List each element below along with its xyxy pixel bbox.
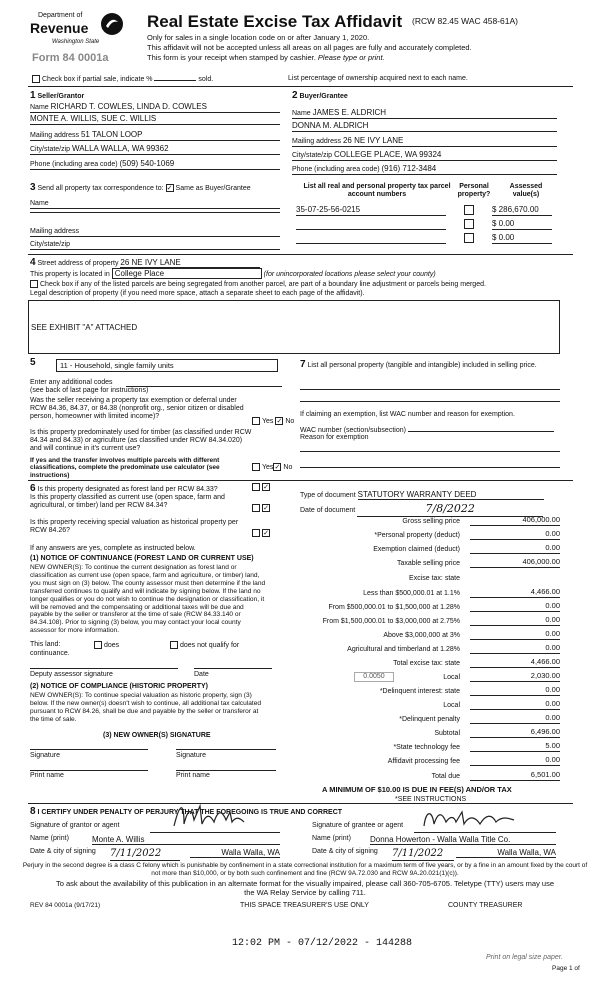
- tax-row: [300, 728, 562, 742]
- reason-label: Reason for exemption: [300, 434, 369, 441]
- tax-row: [300, 742, 562, 756]
- timber-yes-checkbox[interactable]: [252, 463, 260, 471]
- parcels-header-personal: Personal property?: [457, 183, 491, 199]
- correspondence-label: Send all property tax correspondence to:: [37, 185, 164, 192]
- historic-no-checkbox[interactable]: ✓: [263, 530, 269, 537]
- tax-row: [300, 544, 562, 558]
- tax-row: [300, 616, 562, 630]
- section-3-number: 3: [30, 182, 36, 193]
- grantor-city[interactable]: Walla Walla, WA: [190, 848, 280, 858]
- correspondence-section: [30, 182, 285, 252]
- current-use-question: Is this property classified as current use (open space, farm and agricultural, or timber) land per RCW 84.34?: [30, 494, 225, 510]
- tax-value[interactable]: 0.00: [470, 714, 560, 724]
- tax-value[interactable]: 0.00: [470, 686, 560, 696]
- buyer-city[interactable]: COLLEGE PLACE, WA 99324: [334, 150, 442, 159]
- segregation-label: Check box if any of the listed parcels are being segregated from another parcel, are part of a boundary line adjustment or parcels being merged.: [40, 280, 486, 288]
- parcel-number[interactable]: 35-07-25-56-0215: [296, 205, 446, 216]
- exemption-question: Was the seller receiving a property tax exemption or deferral under RCW 84.36, 84.37, or 84.38 (nonprofit org., senior citizen or disabled person, homeowner with limited income)?: [30, 397, 244, 421]
- seller-mail-label: Mailing address: [30, 132, 80, 139]
- buyer-heading: Buyer/Grantee: [299, 93, 348, 100]
- print-name-label: Print name: [30, 772, 64, 779]
- partial-sale-label: Check box if partial sale, indicate %: [42, 75, 153, 83]
- timber-note: If yes and the transfer involves multiple parcels with different classifications, complete the predominate use calculator (see instructions): [30, 457, 220, 479]
- forest-yes-checkbox[interactable]: [252, 483, 260, 491]
- tax-row: [300, 771, 562, 785]
- revision-label: REV 84 0001a (9/17/21): [30, 902, 101, 909]
- doc-date-label: Date of document: [300, 507, 356, 515]
- seller-name-label: Name: [30, 104, 49, 111]
- tax-label: Exemption claimed (deduct): [373, 546, 460, 553]
- notice-compliance-title: (2) NOTICE OF COMPLIANCE (HISTORIC PROPERTY): [30, 683, 208, 690]
- tax-label: Taxable selling price: [396, 560, 460, 567]
- same-as-buyer-checkbox[interactable]: ✓: [166, 185, 173, 193]
- parcel-row: [296, 233, 564, 245]
- logo-dept-main: Revenue: [30, 20, 89, 36]
- buyer-section: [292, 90, 562, 176]
- tax-label: Above $3,000,000 at 3%: [383, 632, 460, 639]
- tax-label: *Delinquent interest: state: [379, 688, 460, 695]
- buyer-name-label: Name: [292, 110, 311, 117]
- continuance-label: continuance.: [30, 650, 70, 657]
- revenue-logo: [30, 12, 130, 50]
- grantor-date[interactable]: 7/11/2022: [110, 848, 180, 861]
- tax-label: Subtotal: [434, 730, 460, 737]
- tax-value[interactable]: 6,496.00: [470, 728, 560, 738]
- corr-name-label: Name: [30, 200, 49, 207]
- certify-text: I CERTIFY UNDER PENALTY OF PERJURY THAT THE FOREGOING IS TRUE AND CORRECT: [37, 809, 343, 816]
- tax-label: Gross selling price: [402, 518, 460, 525]
- tax-row: [300, 714, 562, 728]
- tax-label: From $500,000.01 to $1,500,000 at 1.28%: [328, 604, 460, 611]
- tax-value[interactable]: 6,501.00: [470, 771, 560, 781]
- perjury-notice: Perjury in the second degree is a class C felony which is punishable by confinement in a state correctional institution for a maximum term of five years, or by a fine in an amount fixed by the court of not more than $10,000, or by both such confinement and fine (RCW 9A.72.030 and RCW 9A.20.021(1)(c)).: [22, 862, 588, 877]
- tax-label: Affidavit processing fee: [387, 758, 460, 765]
- tax-value[interactable]: 0.00: [470, 544, 560, 554]
- grantee-city[interactable]: Walla Walla, WA: [456, 848, 556, 858]
- forest-question: Is this property designated as forest land per RCW 84.33?: [37, 486, 218, 493]
- street-section: [30, 257, 570, 357]
- tax-row: [300, 644, 562, 658]
- legal-desc-label: Legal description of property (if you need more space, attach a separate sheet to each page of the affidavit).: [30, 290, 365, 297]
- receipt-stamp: 12:02 PM - 07/12/2022 - 144288: [232, 938, 413, 949]
- parcel-number[interactable]: [296, 219, 446, 230]
- tax-row: [300, 658, 562, 672]
- wac-field[interactable]: [408, 424, 554, 432]
- tax-value[interactable]: 0.00: [470, 756, 560, 766]
- assessed-value[interactable]: $ 0.00: [492, 233, 552, 244]
- tax-row: [300, 672, 562, 686]
- county-treasurer-label: COUNTY TREASURER: [448, 902, 523, 909]
- buyer-name-1[interactable]: JAMES E. ALDRICH: [312, 108, 386, 117]
- does-not-qualify-checkbox[interactable]: [170, 641, 178, 649]
- yes-label: Yes: [262, 463, 274, 471]
- doc-type[interactable]: STATUTORY WARRANTY DEED: [358, 490, 544, 500]
- street-address[interactable]: 26 NE IVY LANE: [120, 258, 260, 268]
- historic-yes-checkbox[interactable]: [252, 529, 260, 537]
- personal-property-section: [300, 359, 562, 479]
- tax-value[interactable]: 5.00: [470, 742, 560, 752]
- notice-continuance-text: NEW OWNER(S): To continue the current designation as forest land or classification as current use (open space, farm and agriculture, or timber) land, you must sign on (3) below. The county assessor must then determine if the land transferred continues to qualify and will indicate by signing below. If the land no longer qualifies or you do not wish to continue the designation or classification, it will be removed and the compensating or additional taxes will be due and payable by the seller or transferor at the time of sale (RCW 84.33.140 or 84.34.108). Prior to signing (3) below, you may contact your local county assessor for more information.: [30, 564, 266, 635]
- buyer-city-label: City/state/zip: [292, 152, 333, 159]
- any-yes-note: If any answers are yes, complete as instructed below.: [30, 545, 196, 552]
- tax-label: Local: [443, 674, 460, 681]
- tax-row: [300, 588, 562, 602]
- legal-size-note: Print on legal size paper.: [486, 954, 563, 961]
- buyer-phone-label: Phone (including area code): [292, 166, 380, 173]
- parcel-number[interactable]: [296, 233, 446, 244]
- grantor-signature-mark: [170, 800, 260, 830]
- section-8-number: 8: [30, 806, 36, 817]
- seller-section: [30, 90, 285, 176]
- grantor-name-label: Name (print): [30, 835, 69, 842]
- alternate-format-notice: To ask about the availability of this publication in an alternate format for the visually impaired, please call 360-705-6705. Teletype (TTY) users may use the WA Relay Service by calling 711.: [55, 879, 555, 897]
- tax-label: Total excise tax: state: [393, 660, 460, 667]
- forest-no-checkbox[interactable]: ✓: [263, 484, 269, 491]
- tax-value[interactable]: 4,466.00: [470, 588, 560, 598]
- grantee-name[interactable]: Donna Howerton - Walla Walla Title Co.: [370, 835, 556, 845]
- signature-label: Signature: [30, 752, 60, 759]
- doc-type-label: Type of document: [300, 492, 356, 499]
- current-use-no-checkbox[interactable]: ✓: [263, 505, 269, 512]
- section-7-number: 7: [300, 359, 306, 370]
- section-2-number: 2: [292, 90, 298, 101]
- tax-label: *Delinquent penalty: [399, 716, 460, 723]
- personal-property-checkbox[interactable]: [464, 205, 474, 215]
- notice-compliance-text: NEW OWNER(S): To continue special valuation as historic property, sign (3) below. If the new owner(s) doesn't wish to continue, all additional tax calculated pursuant to RCW 84.26, shall be due and payable by the seller or transferor at the time of sale.: [30, 692, 262, 723]
- personal-property-checkbox[interactable]: [464, 219, 474, 229]
- seller-heading: Seller/Grantor: [37, 93, 85, 100]
- buyer-phone[interactable]: (916) 712-3484: [381, 164, 437, 173]
- grantee-date[interactable]: 7/11/2022: [392, 848, 454, 861]
- tax-label: *State technology fee: [393, 744, 460, 751]
- same-as-buyer-label: Same as Buyer/Grantee: [175, 185, 251, 192]
- tax-row: [300, 573, 562, 587]
- does-qualify-checkbox[interactable]: [94, 641, 102, 649]
- tax-row: [300, 630, 562, 644]
- location-label: This property is located in: [30, 271, 110, 278]
- exemption-yes-checkbox[interactable]: [252, 417, 260, 425]
- timber-no-checkbox[interactable]: ✓: [274, 464, 281, 471]
- local-rate: 0.0050: [354, 672, 394, 682]
- personal-property-label: List all personal property (tangible and intangible) included in selling price.: [307, 362, 537, 369]
- land-use-select[interactable]: 11 - Household, single family units: [56, 359, 278, 372]
- exemption-no-checkbox[interactable]: ✓: [276, 418, 283, 425]
- seller-mail[interactable]: 51 TALON LOOP: [80, 130, 143, 139]
- grantee-sig-label: Signature of grantee or agent: [312, 822, 404, 829]
- additional-codes-label: Enter any additional codes: [30, 379, 113, 386]
- ownership-note: List percentage of ownership acquired next to each name.: [288, 75, 468, 82]
- page-title: Real Estate Excise Tax Affidavit: [147, 12, 403, 31]
- header-print-note: Please type or print.: [317, 53, 385, 62]
- grantor-name[interactable]: Monte A. Willis: [92, 835, 280, 845]
- parcel-row: [296, 219, 564, 231]
- parcel-row: [296, 205, 564, 217]
- tax-label: Total due: [431, 773, 460, 780]
- section-6-number: 6: [30, 483, 36, 494]
- tax-row: [300, 756, 562, 770]
- see-instructions: *SEE INSTRUCTIONS: [395, 796, 467, 803]
- deputy-date-field[interactable]: [194, 668, 272, 669]
- new-owner-signature-title: (3) NEW OWNER(S) SIGNATURE: [103, 732, 211, 739]
- grantor-date-row: [30, 848, 300, 859]
- tax-value[interactable]: 406,000.00: [470, 516, 560, 526]
- grantee-date-row: [312, 848, 572, 859]
- header-line2: This affidavit will not be accepted unless all areas on all pages are fully and accurately completed.: [147, 43, 472, 52]
- yes-label: Yes: [262, 417, 274, 425]
- seller-city[interactable]: WALLA WALLA, WA 99362: [72, 144, 169, 153]
- grantee-name-row: [312, 835, 572, 843]
- tax-label: Excise tax: state: [409, 575, 460, 582]
- deputy-signature-field[interactable]: [30, 668, 178, 669]
- buyer-mail-label: Mailing address: [292, 138, 342, 145]
- corr-city-label: City/state/zip: [30, 241, 71, 248]
- tax-value[interactable]: 0.00: [470, 630, 560, 640]
- additional-codes-field[interactable]: [126, 379, 282, 387]
- tax-value[interactable]: 4,466.00: [470, 658, 560, 668]
- tax-row: [300, 530, 562, 544]
- legal-description: SEE EXHIBIT "A" ATTACHED: [31, 323, 138, 332]
- tax-label: From $1,500,000.01 to $3,000,000 at 2.75%: [322, 618, 460, 625]
- location-select[interactable]: College Place: [112, 268, 262, 279]
- buyer-name-2[interactable]: DONNA M. ALDRICH: [292, 121, 369, 130]
- tax-value[interactable]: 0.00: [470, 700, 560, 710]
- assessed-value[interactable]: $ 0.00: [492, 219, 552, 230]
- deputy-date-label: Date: [194, 671, 209, 678]
- tax-value[interactable]: 0.00: [470, 644, 560, 654]
- header-line1: Only for sales in a single location code on or after January 1, 2020.: [147, 33, 370, 42]
- location-note: (for unincorporated locations please select your county): [263, 271, 436, 278]
- notice-continuance-title: (1) NOTICE OF CONTINUANCE (FOREST LAND OR CURRENT USE): [30, 555, 254, 562]
- seller-city-label: City/state/zip: [30, 146, 71, 153]
- tax-row: [300, 602, 562, 616]
- partial-pct-field[interactable]: [154, 80, 196, 81]
- buyer-mail[interactable]: 26 NE IVY LANE: [342, 136, 404, 145]
- page-number: Page 1 of: [552, 965, 580, 972]
- grantor-date-label: Date & city of signing: [30, 848, 96, 855]
- forest-section: 6 Is this property designated as forest land per RCW 84.33? ✓ Is this property classified as current use (open space, farm and agricultural, or timber) land per RCW 84.34? ✓ Is this property receiving special valuation as historical property per RCW 84.26? ✓ If any answers are yes, complete as instructed below. (1) NOTICE OF CONTINUANCE (FOREST LAND OR CURRENT USE) NEW OWNER(S): To continue the current designation as forest land or classification as current use (open space, farm and agriculture, or timber) land, you must sign on (3) below. The county assessor must then determine if the land transferred continues to qualify and will indicate by signing below. If the land no longer qualifies or you do not wish to continue the designation or classification, it will be removed and the compensating or additional taxes will be due and payable by the seller or transferor at the time of sale (RCW 84.33.140 or 84.34.108). Prior to signing (3) below, you may contact your local county assessor for more information. This land: continuance. does does not qualify for Deputy assessor signature Date (2) NOTICE OF COMPLIANCE (HISTORIC PROPERTY) NEW OWNER(S): To continue special valuation as historic property, sign (3) below. If the new owner(s) doesn't wish to continue, all additional tax calculated pursuant to RCW 84.26, shall be due and payable by the seller or transferor at the time of sale. (3) NEW OWNER(S) SIGNATURE Signature Signature Print name Print name: [30, 483, 295, 783]
- owner-print-field-2[interactable]: [176, 770, 276, 771]
- no-label: No: [283, 463, 293, 471]
- owner-print-field-1[interactable]: [30, 770, 148, 771]
- tax-table: [300, 516, 562, 796]
- section-1-number: 1: [30, 90, 36, 101]
- seller-name-1[interactable]: RICHARD T. COWLES, LINDA D. COWLES: [50, 102, 207, 111]
- parcels-table: [296, 183, 566, 249]
- grantor-sig-label: Signature of grantor or agent: [30, 822, 120, 829]
- tax-value[interactable]: 0.00: [470, 602, 560, 612]
- street-label: Street address of property: [37, 260, 119, 267]
- this-land-label: This land:: [30, 641, 61, 648]
- assessed-value[interactable]: $ 286,670.00: [492, 205, 552, 216]
- logo-dept-sub: Washington State: [52, 39, 100, 45]
- seller-phone-label: Phone (including area code): [30, 161, 118, 168]
- tax-value[interactable]: 0.00: [470, 616, 560, 626]
- parcels-header-assessed: Assessed value(s): [509, 183, 543, 199]
- signature-label: Signature: [176, 752, 206, 759]
- header-line3: This form is your receipt when stamped by cashier.: [147, 53, 316, 62]
- logo-dept-top: Department of: [38, 12, 83, 19]
- land-use-section: [30, 357, 295, 479]
- tax-label: Agricultural and timberland at 1.28%: [347, 646, 460, 653]
- exemption-claim-label: If claiming an exemption, list WAC number and reason for exemption.: [300, 411, 515, 418]
- current-use-yes-checkbox[interactable]: [252, 504, 260, 512]
- tax-row: [300, 700, 562, 714]
- codes-instructions: (see back of last page for instructions): [30, 387, 149, 394]
- timber-question: Is this property predominately used for timber (as classified under RCW 84.34 and 84.33) or agriculture (as classified under RCW 84.34.020) and will continue in it's current use?: [30, 429, 252, 453]
- section-4-number: 4: [30, 257, 36, 268]
- wac-label: WAC number (section/subsection): [300, 427, 406, 434]
- form-number: Form 84 0001a: [32, 52, 109, 64]
- segregation-checkbox[interactable]: [30, 280, 38, 288]
- grantor-name-row: [30, 835, 300, 843]
- partial-sold-label: sold.: [198, 75, 214, 83]
- grantee-signature-mark: [420, 806, 520, 832]
- no-label: No: [285, 417, 295, 425]
- print-name-label: Print name: [176, 772, 210, 779]
- section-5-number: 5: [30, 357, 36, 368]
- tax-value[interactable]: 0.00: [470, 530, 560, 540]
- legal-desc-box[interactable]: [28, 300, 560, 354]
- tax-row: [300, 686, 562, 700]
- deputy-label: Deputy assessor signature: [30, 671, 113, 678]
- minimum-notice: A MINIMUM OF $10.00 IS DUE IN FEE(S) AND/OR TAX: [322, 785, 512, 794]
- grantor-signature-row: [30, 822, 300, 830]
- seller-phone[interactable]: (509) 540-1069: [119, 159, 175, 168]
- tax-label: *Personal property (deduct): [374, 532, 460, 539]
- rcw-reference: (RCW 82.45 WAC 458-61A): [412, 16, 518, 26]
- tax-row: [300, 558, 562, 572]
- owner-signature-field-1[interactable]: [30, 749, 148, 750]
- doc-date[interactable]: 7/8/2022: [357, 503, 543, 517]
- grantee-signature-row: [312, 822, 572, 830]
- revenue-swirl-icon: [100, 12, 124, 36]
- owner-signature-field-2[interactable]: [176, 749, 276, 750]
- seller-name-2[interactable]: MONTE A. WILLIS, SUE C. WILLIS: [30, 114, 157, 123]
- tax-value[interactable]: 406,000.00: [470, 558, 560, 568]
- grantee-name-label: Name (print): [312, 835, 351, 842]
- grantee-date-label: Date & city of signing: [312, 848, 378, 855]
- treasurer-use-label: THIS SPACE TREASURER'S USE ONLY: [240, 902, 369, 909]
- personal-property-checkbox[interactable]: [464, 233, 474, 243]
- historic-question: Is this property receiving special valuation as historical property per RCW 84.26?: [30, 519, 239, 535]
- corr-mail-label: Mailing address: [30, 228, 80, 235]
- parcels-header-numbers: List all real and personal property tax parcel account numbers: [303, 183, 451, 199]
- tax-value[interactable]: 2,030.00: [470, 672, 560, 682]
- tax-label: Local: [443, 702, 460, 709]
- partial-sale-checkbox[interactable]: [32, 75, 40, 83]
- tax-label: Less than $500,000.01 at 1.1%: [363, 590, 460, 597]
- tax-row: [300, 516, 562, 530]
